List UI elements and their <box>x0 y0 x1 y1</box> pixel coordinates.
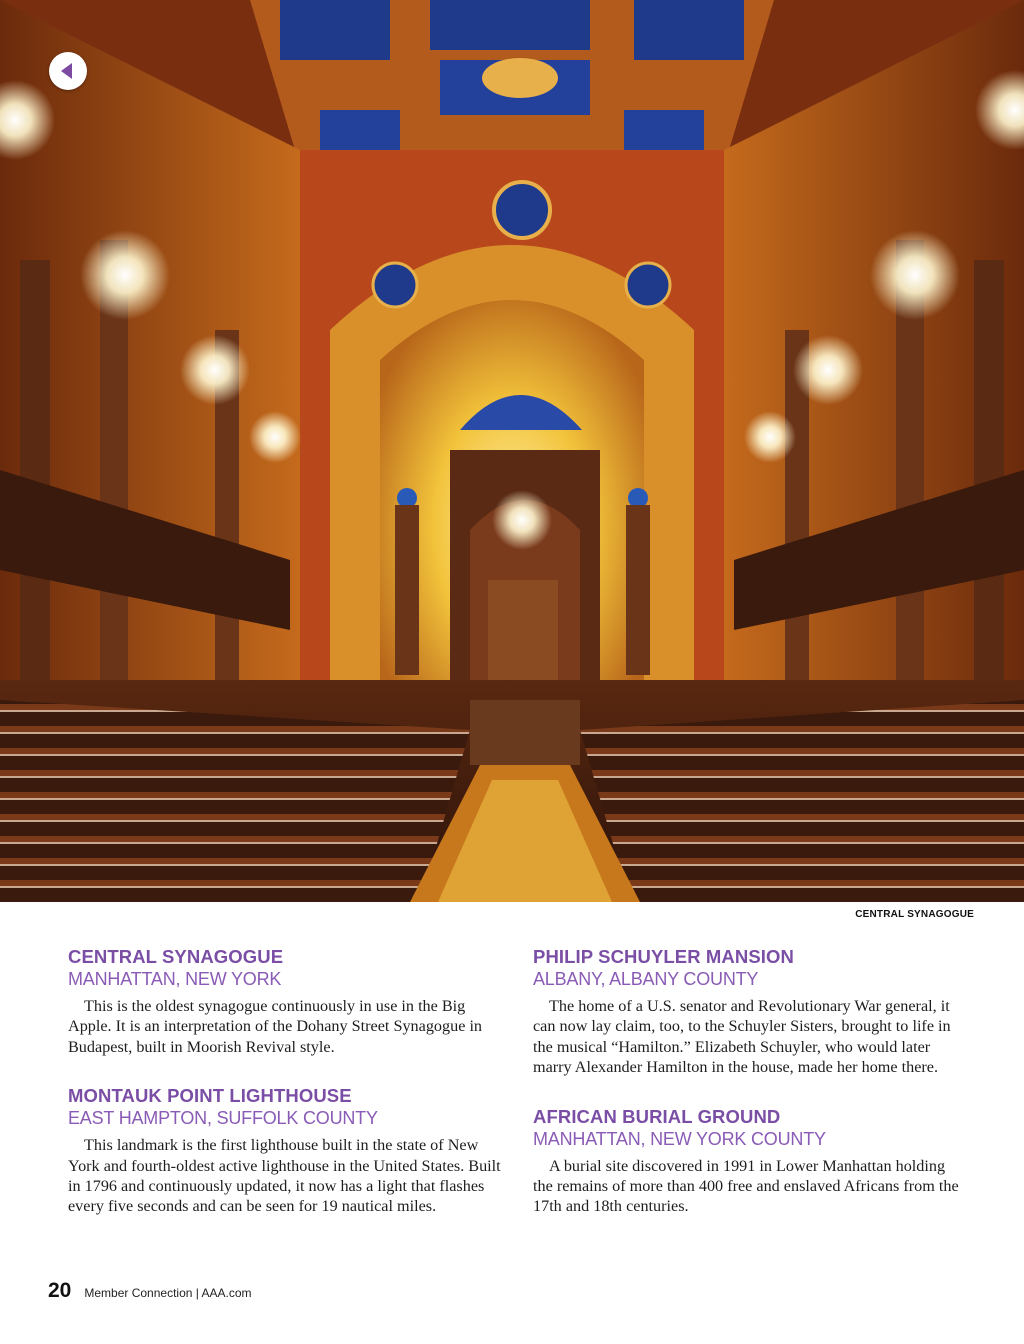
entry-philip-schuyler-mansion <box>533 945 963 1078</box>
left-column <box>68 945 508 1244</box>
entry-body: This is the oldest synagogue continuously in use in the Big Apple. It is an interpretation of the Dohany Street Synagogue in Budapest, built in Moorish Revival style. <box>68 997 483 1056</box>
page-number: 20 <box>48 1279 72 1302</box>
back-button[interactable] <box>49 52 87 90</box>
chevron-left-icon <box>61 63 72 79</box>
photo-caption: CENTRAL SYNAGOGUE <box>855 909 974 920</box>
publication-name: Member Connection | AAA.com <box>84 1286 252 1300</box>
entry-title: AFRICAN BURIAL GROUND <box>533 1105 781 1127</box>
entry-body: This landmark is the first lighthouse built in the state of New York and fourth-oldest active lighthouse in the United States. Built in 1796 and continuously updated, it now has a light that flashes every five seconds and can be seen for 19 nautical miles. <box>68 1136 501 1216</box>
entry-title: PHILIP SCHUYLER MANSION <box>533 946 794 967</box>
entry-body: A burial site discovered in 1991 in Lower Manhattan holding the remains of more than 400 free and enslaved Africans from the 17th and 18th centuries. <box>533 1156 959 1216</box>
entry-body: The home of a U.S. senator and Revolutionary War general, it can now lay claim, too, to the Schuyler Sisters, brought to life in the musical “Hamilton.” Elizabeth Schuyler, who would later marry Alexander Hamilton in the house, made her home there. <box>533 997 951 1077</box>
entry-location: MANHATTAN, NEW YORK COUNTY <box>533 1128 826 1149</box>
entry-location: EAST HAMPTON, SUFFOLK COUNTY <box>68 1108 378 1129</box>
entry-central-synagogue <box>68 945 508 1057</box>
right-column <box>533 945 963 1244</box>
page-footer <box>48 1279 252 1303</box>
entry-montauk-point-lighthouse <box>68 1084 508 1217</box>
entry-location: MANHATTAN, NEW YORK <box>68 969 282 989</box>
entry-location: ALBANY, ALBANY COUNTY <box>533 969 759 989</box>
entry-title: MONTAUK POINT LIGHTHOUSE <box>68 1085 352 1107</box>
entry-title: CENTRAL SYNAGOGUE <box>68 946 284 967</box>
entry-african-burial-ground <box>533 1105 963 1217</box>
